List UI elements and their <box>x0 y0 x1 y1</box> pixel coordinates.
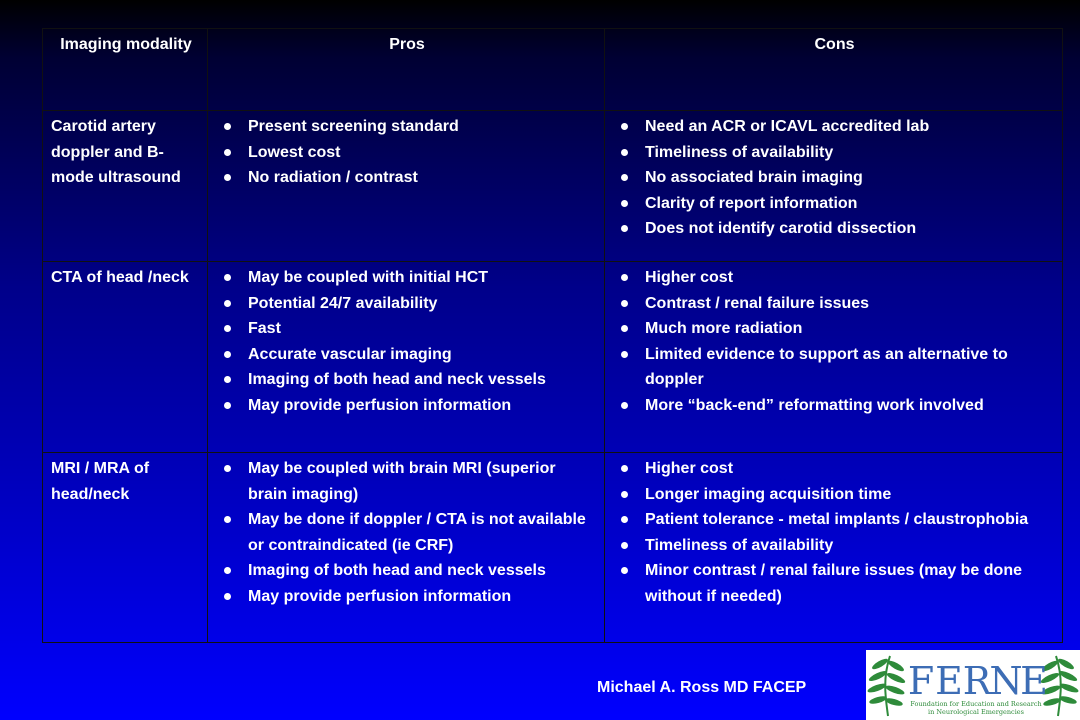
author-credit: Michael A. Ross MD FACEP <box>597 679 807 696</box>
bullet-icon <box>621 274 628 281</box>
list-item <box>613 165 1056 191</box>
list-item-text: Timeliness of availability <box>645 536 834 554</box>
cons-list <box>613 265 1056 418</box>
list-item-text: No associated brain imaging <box>645 169 863 186</box>
header-modality: Imaging modality <box>43 29 208 111</box>
bullet-icon <box>621 325 628 332</box>
logo-letter-2: E <box>935 659 963 703</box>
bullet-icon <box>224 567 231 574</box>
bullet-icon <box>621 491 628 498</box>
header-cons: Cons <box>605 29 1063 111</box>
bullet-icon <box>224 149 231 156</box>
bullet-icon <box>224 325 231 332</box>
list-item <box>216 316 598 342</box>
list-item-text: Imaging of both head and neck vessels <box>248 371 546 388</box>
list-item-text: More “back-end” reformatting work involved <box>645 396 984 414</box>
list-item-text: Timeliness of availability <box>645 143 834 161</box>
bullet-icon <box>224 174 231 181</box>
list-item <box>613 191 1056 217</box>
modality-cell: MRI / MRA of head/neck <box>43 453 208 643</box>
logo-letter-1: F <box>907 659 935 703</box>
logo-letter-3: R <box>962 659 992 703</box>
bullet-icon <box>621 542 628 549</box>
bullet-icon <box>224 402 231 409</box>
list-item <box>216 140 598 166</box>
list-item <box>613 507 1056 533</box>
bullet-icon <box>224 593 231 600</box>
list-item <box>613 216 1056 242</box>
list-item <box>216 291 598 317</box>
bullet-icon <box>621 351 628 358</box>
list-item <box>613 140 1056 166</box>
list-item-text: Imaging of both head and neck vessels <box>248 562 546 579</box>
list-item <box>216 456 598 507</box>
list-item-text: Clarity of report information <box>645 194 858 212</box>
header-pros: Pros <box>208 29 605 111</box>
list-item <box>216 367 598 393</box>
list-item <box>613 316 1056 342</box>
list-item-text: Need an ACR or ICAVL accredited lab <box>645 118 930 135</box>
list-item <box>216 114 598 140</box>
left-leaf-icon <box>867 656 907 716</box>
list-item-text: May be done if doppler / CTA is not available or contraindicated (ie CRF) <box>248 511 586 554</box>
list-item <box>216 558 598 584</box>
cons-cell <box>605 111 1063 262</box>
list-item-text: Fast <box>248 320 281 337</box>
list-item <box>613 393 1056 419</box>
bullet-icon <box>621 465 628 472</box>
list-item <box>216 342 598 368</box>
table-row <box>43 111 1063 262</box>
list-item-text: Accurate vascular imaging <box>248 345 452 363</box>
list-item <box>216 165 598 191</box>
pros-list <box>216 114 598 191</box>
list-item-text: Potential 24/7 availability <box>248 294 438 312</box>
pros-cell <box>208 262 605 453</box>
list-item <box>613 114 1056 140</box>
bullet-icon <box>621 174 628 181</box>
bullet-icon <box>224 465 231 472</box>
list-item-text: May provide perfusion information <box>248 587 512 605</box>
bullet-icon <box>621 516 628 523</box>
list-item <box>613 533 1056 559</box>
pros-cons-table <box>42 28 1063 643</box>
bullet-icon <box>621 300 628 307</box>
modality-cell: Carotid artery doppler and B-mode ultrasound <box>43 111 208 262</box>
list-item-text: Higher cost <box>645 460 734 477</box>
table-row <box>43 262 1063 453</box>
bullet-icon <box>224 274 231 281</box>
list-item-text: Higher cost <box>645 269 734 286</box>
bullet-icon <box>224 123 231 130</box>
list-item-text: May be coupled with initial HCT <box>248 269 489 286</box>
list-item-text: Much more radiation <box>645 320 803 337</box>
cons-cell <box>605 453 1063 643</box>
bullet-icon <box>224 300 231 307</box>
list-item-text: Longer imaging acquisition time <box>645 485 892 503</box>
logo-tagline-2: in Neurological Emergencies <box>928 708 1024 716</box>
cons-list <box>613 456 1056 609</box>
header-row <box>43 29 1063 111</box>
list-item-text: Contrast / renal failure issues <box>645 294 870 312</box>
bullet-icon <box>224 351 231 358</box>
list-item <box>216 265 598 291</box>
list-item-text: Minor contrast / renal failure issues (may be done without if needed) <box>645 562 1022 605</box>
list-item-text: Limited evidence to support as an alternative to doppler <box>645 345 1008 388</box>
list-item <box>613 265 1056 291</box>
list-item <box>216 393 598 419</box>
cons-cell <box>605 262 1063 453</box>
ferne-logo-graphic <box>866 650 1080 720</box>
list-item <box>613 342 1056 393</box>
pros-list <box>216 456 598 609</box>
bullet-icon <box>621 200 628 207</box>
table-row <box>43 453 1063 643</box>
logo-letter-4: N <box>989 659 1023 703</box>
list-item <box>613 558 1056 609</box>
bullet-icon <box>621 567 628 574</box>
bullet-icon <box>224 516 231 523</box>
list-item <box>216 584 598 610</box>
logo-letter-5: E <box>1020 659 1048 703</box>
modality-cell: CTA of head /neck <box>43 262 208 453</box>
list-item <box>613 482 1056 508</box>
list-item <box>613 291 1056 317</box>
list-item-text: May be coupled with brain MRI (superior brain imaging) <box>248 460 556 503</box>
list-item-text: No radiation / contrast <box>248 169 418 186</box>
list-item <box>613 456 1056 482</box>
pros-cell <box>208 453 605 643</box>
ferne-logo <box>866 650 1080 720</box>
bullet-icon <box>224 376 231 383</box>
list-item-text: Lowest cost <box>248 143 341 161</box>
pros-cell <box>208 111 605 262</box>
bullet-icon <box>621 225 628 232</box>
bullet-icon <box>621 402 628 409</box>
pros-list <box>216 265 598 418</box>
list-item-text: Present screening standard <box>248 118 459 135</box>
logo-tagline-1: Foundation for Education and Research <box>910 700 1042 708</box>
list-item-text: Patient tolerance - metal implants / claustrophobia <box>645 511 1029 528</box>
cons-list <box>613 114 1056 242</box>
bullet-icon <box>621 149 628 156</box>
list-item-text: May provide perfusion information <box>248 396 512 414</box>
list-item <box>216 507 598 558</box>
list-item-text: Does not identify carotid dissection <box>645 220 917 237</box>
bullet-icon <box>621 123 628 130</box>
